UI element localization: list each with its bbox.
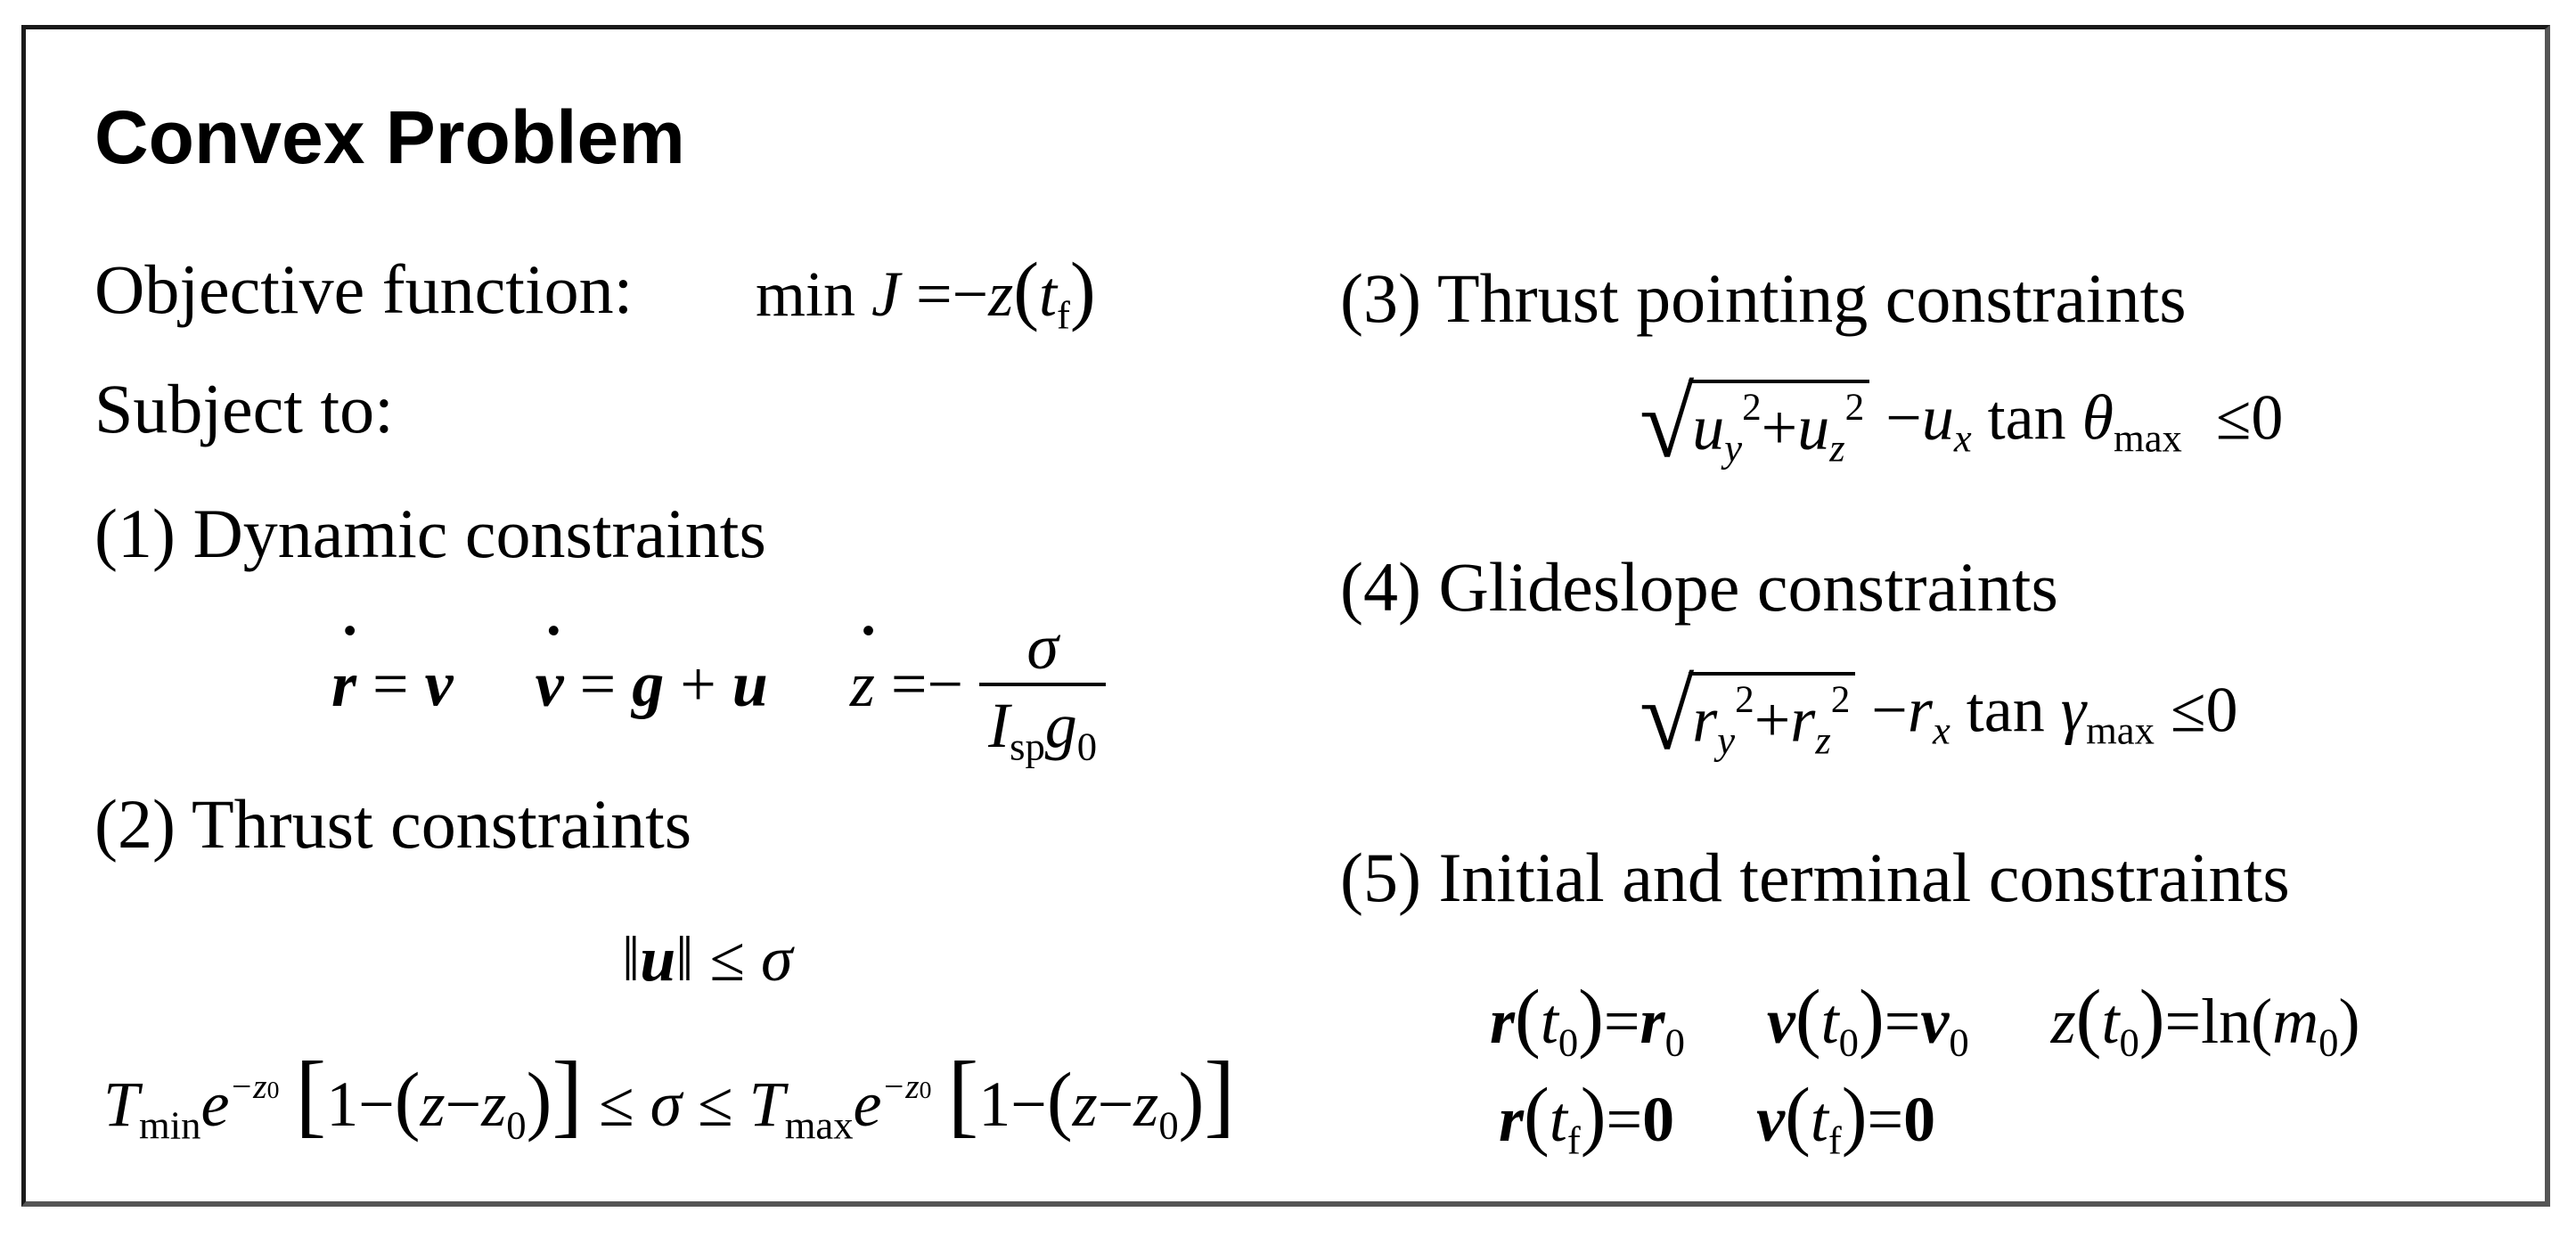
sqrt-ry-rz: $√ry^2+rz^2$ xyxy=(1640,667,1855,766)
dynamic-constraints-label: (1) Dynamic constraints xyxy=(94,495,766,572)
initial-terminal-label: (5) Initial and terminal constraints xyxy=(1340,839,2290,916)
thrust-pointing-label: (3) Thrust pointing constraints xyxy=(1340,259,2187,337)
thrust-constraints-label: (2) Thrust constraints xyxy=(94,785,692,863)
dynamic-constraints-equation: ˙ r = v ˙ v = g + u ˙ z =− $\frac{\sigma}{I_{sp}g_0}$ xyxy=(331,615,1106,766)
glideslope-equation: $√ry^2+rz^2 -rx$ $\tan \gamma_{max} \le 0$ xyxy=(1640,661,2238,771)
glideslope-label: (4) Glideslope constraints xyxy=(1340,548,2058,626)
thrust-bounds-equation: $T_{min}e^{-z0}$ $[1-(z-z_0)] \le \sigma \le T_{max}e^{-z0}$ $[1-(z-z_0)]$ xyxy=(103,1043,1236,1148)
objective-equation: $\min J =-z(t_f)$ xyxy=(756,247,1096,338)
sqrt-uy-uz: $√uy^2+uz^2$ xyxy=(1640,374,1869,474)
figure-title: Convex Problem xyxy=(94,95,685,179)
objective-label: Objective function: xyxy=(94,250,634,328)
thrust-pointing-equation: $√uy^2+uz^2 -ux$ $\tan \theta_{max} \le 0$ xyxy=(1640,369,2284,479)
terminal-conditions-equation: $r(t_f)=0$ $v(t_f)=0$ xyxy=(1499,1072,1936,1163)
initial-conditions-equation: $r(t_0)=r_0$ $v(t_0)=v_0$ $z(t_0)=\ln(m_0)$ xyxy=(1490,974,2360,1065)
sigma-over-isp-g0: $\frac{\sigma}{I_{sp}g_0}$ xyxy=(979,615,1106,766)
subject-to-label: Subject to: xyxy=(94,370,394,447)
thrust-norm-equation: ‖u‖ ≤ σ xyxy=(622,923,793,995)
